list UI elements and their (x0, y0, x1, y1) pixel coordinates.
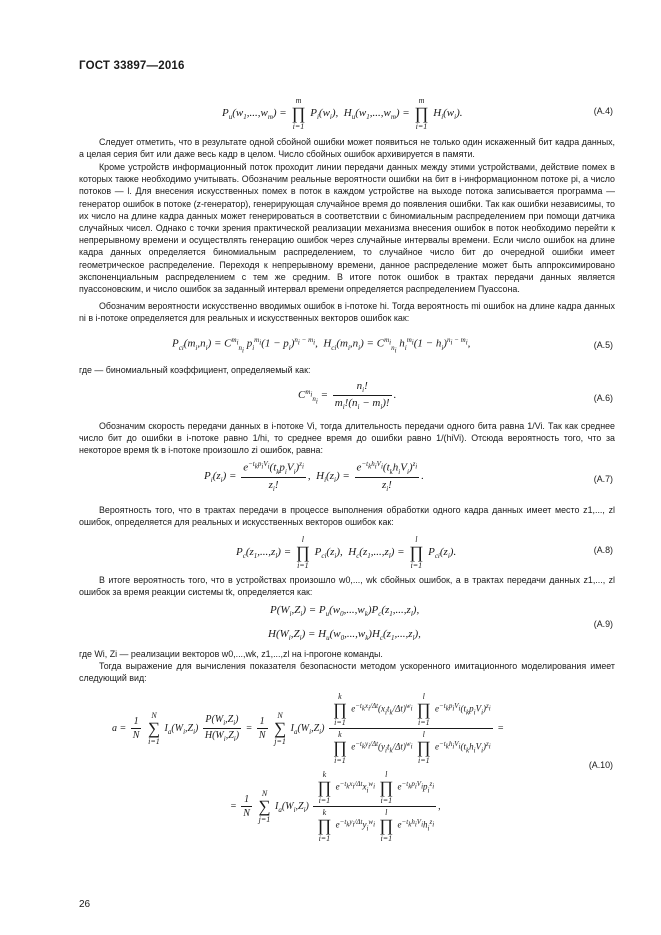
paragraph: В итоге вероятность того, что в устройствах произошло w0,..., wk сбойных ошибок, а в трактах передачи данных z1,..., zl ошибок за время реакции системы tk, определяется как: (79, 575, 615, 598)
equation-label-a6: (A.6) (593, 393, 613, 403)
paragraph: Кроме устройств информационный поток проходит линии передачи данных между этими устройствами, действие помех в которых также необходимо учитывать. Обозначим реальные вероятности ошибки на бит в i-информационном потоке pi, а число потоков — l. Для внесения искусственных помех в поток в каждом устройстве на выходе потока записывается программа — генератор ошибок в потоке (z-генератор), генерирующая случайное время до появления ошибки. Так как ошибки независимы, то их число на длине кадра данных может генерироваться в соответствии с биномиальным распределением при помощи датчика случайных чисел. Однако с точки зрения практической реализации механизма внесения ошибок в поток необходимо перейти к непрерывному времени и осуществлять генерацию ошибок через случайные интервалы времени. Если число ошибок на длине кадра данных определяется биномиальным распределением, то случайное число бит до очередной ошибки имеет геометрическое распределение. Переходя к непрерывному времени, данное распределение может быть аппроксимировано экспоненциальным распределением с тем же средним. В итоге поток ошибок в трактах передачи данных является пуассоновским, и число ошибок за заданный интервал времени определяется распределением Пуассона. (79, 162, 615, 295)
equation-a5: $P_{ci}(m_i,n_i) = C^{m_i}_{n_i}$ $p_i^{m_i}(1 - p_i)^{n_i - m_i}$, $H_{ci}(m_i,n_i) = C^{m_i}_{n_i}$ $h_i^{m_i}(1 - h_i)^{n_i - m_i}$, (172, 336, 471, 355)
paragraph: где — биномиальный коэффициент, определяемый как: (79, 365, 311, 375)
page-number: 26 (79, 899, 91, 910)
equation-a8: $P_c(z_1,...,z_l) = l$ ∏ i=1 $P_{ci}(z_i)$, $H_c(z_1,...,z_l) = l$ ∏ i=1 $P_{ci}(z_i)$. (236, 535, 457, 570)
equation-label-a10: (A.10) (588, 760, 613, 770)
equation-label-a9: (A.9) (593, 619, 613, 629)
equation-a9-line2: $H(W_i,Z_i) = H_u(w_0,...,w_k)H_c(z_1,...,z_l)$, (268, 628, 421, 643)
paragraph: Тогда выражение для вычисления показателя безопасности методом ускоренного имитационного моделирования имеет следующий вид: (79, 661, 615, 684)
paragraph: Обозначим скорость передачи данных в i-потоке Vi, тогда длительность передачи одного бита равна 1/Vi. Так как среднее число бит до ошибки в i-потоке равно 1/hi, то среднее время до ошибки равно 1/(hiVi). Отсюда вероятность того, что за некоторое время tk в i-потоке произошло zi ошибок, равна: (79, 421, 615, 456)
paragraph: Вероятность того, что в трактах передачи в процессе выполнения обработки одного кадра данных имеет место z1,..., zl ошибок, определяется для реальных и искусственных векторов ошибок как: (79, 505, 615, 528)
equation-a7: $P_i(z_i)$ = $\frac{e^{-t_kp_iV_i}(t_kp_iV_i)^{z_i}}{z_i!}$ , $H_i(z_i)$ = $\frac{e^{-t_kh_iV_i}(t_kh_iV_i)^{z_i}}{z_i!}$ . (204, 460, 424, 494)
equation-label-a5: (A.5) (593, 340, 613, 350)
equation-a4: $P_u(w_1,...,w_m) = m$ ∏ i=1 $P_i(w_i)$, $H_u(w_1,...,w_m) = m$ ∏ i=1 $H_i(w_i)$. (222, 96, 463, 131)
equation-a6: $C^{m_i}_{n_i}$ = $\frac{n_i!}{m_i!(n_i - m_i)!}$ . (298, 380, 397, 412)
equation-label-a7: (A.7) (593, 474, 613, 484)
paragraph: Обозначим вероятности искусственно вводимых ошибок в i-потоке hi. Тогда вероятность mi ошибок на длине кадра данных ni в i-потоке определяется для реальных и искусственных векторов ошибок как: (79, 301, 615, 324)
equation-label-a4: (A.4) (593, 106, 613, 116)
equation-a10-line1: a = $\frac{1}{N}$ N ∑ i=1 $I_a(W_i,Z_i)$ $\frac{P(W_i,Z_i)}{H(W_i,Z_i)}$ = $\frac{1}{N}$ N ∑ j=1 $I_a(W_i,Z_i)$ k ∏ i=1 $e^{-t_kx_i/\Delta t}(x_it_k/\Delta t)^{w_i}$ l ∏ i=1 $e^{-t_kp_iV_i}(t_kp_iV_i)^{z_i}$ k ∏ i=1 $e^{-t_ky_i/\Delta t}(y_it_k/\Delta t)^{w_i}$ l ∏ i=1 $e^{-t_kh_iV_i}(t_kh_iV_i)^{z_i}$ = (112, 692, 504, 765)
document-header: ГОСТ 33897—2016 (79, 60, 185, 72)
equation-a10-line2: = $\frac{1}{N}$ N ∑ j=1 $I_a(W_i,Z_i)$ k ∏ i=1 $e^{-t_kx_i/\Delta t}x_i^{w_i}$ l ∏ i=1 $e^{-t_kp_iV_i}p_i^{z_i}$ k ∏ i=1 $e^{-t_ky_i/\Delta t}y_i^{w_i}$ l ∏ i=1 $e^{-t_kh_iV_i}h_i^{z_i}$ , (230, 770, 441, 843)
paragraph: Следует отметить, что в результате одной сбойной ошибки может появиться не только один искаженный бит кадра данных, а целая серия бит или даже весь кадр в целом. Число сбойных ошибок архивируется в памяти. (79, 137, 615, 160)
paragraph: где Wi, Zi — реализации векторов w0,...,wk, z1,...,zl на i-прогоне команды. (79, 649, 383, 659)
equation-a9-line1: $P(W_i,Z_i) = P_u(w_0,...,w_k)P_c(z_1,...,z_l)$, (270, 604, 420, 619)
equation-label-a8: (A.8) (593, 545, 613, 555)
